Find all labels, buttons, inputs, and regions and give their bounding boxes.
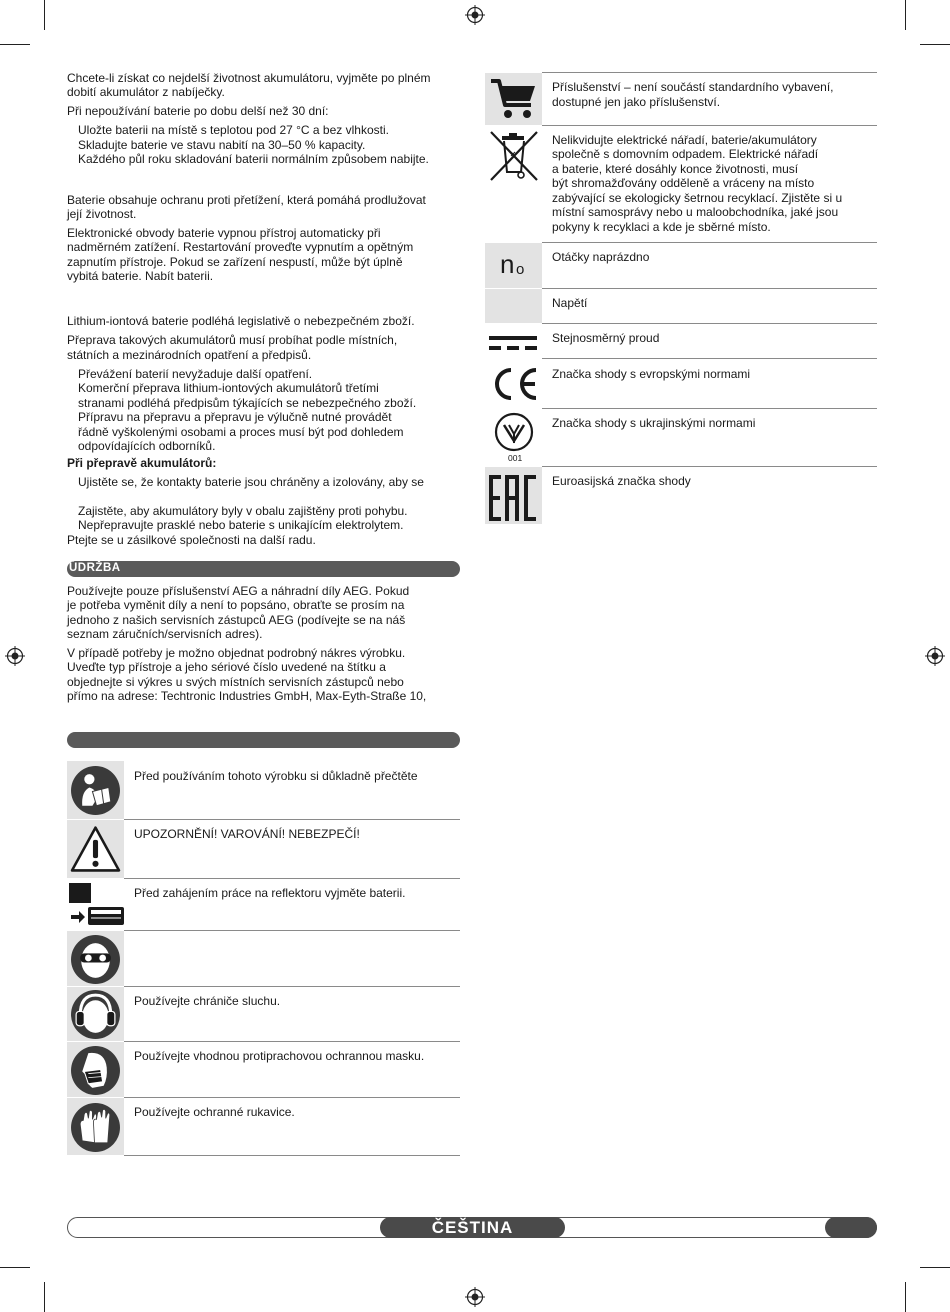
table-rule [124,1155,460,1156]
table-rule [542,242,877,243]
transport-item: řádně vyškolenými osobami a proces musí být pod dohledem [78,425,404,439]
maintenance-text: přímo na adrese: Techtronic Industries GmbH, Max-Eyth-Straße 10, [67,689,427,703]
symbol-cell [67,820,124,878]
ear-protection-icon [70,989,121,1040]
page-number-tab [825,1217,877,1238]
ukraine-text: Značka shody s ukrajinskými normami [552,416,756,430]
disposal-text: pokyny k recyklaci a kde je sběrné místo. [552,220,771,234]
maintenance-heading: ÚDRŽBA [69,562,121,574]
ce-text: Značka shody s evropskými normami [552,367,751,381]
ukraine-mark-code: 001 [508,453,523,463]
registration-mark-icon [465,1287,485,1307]
dc-text: Stejnosměrný proud [552,331,660,345]
table-rule [542,466,877,467]
language-tab [380,1217,565,1238]
storage-intro-text: Při nepoužívání baterie po dobu delší než 30 dní: [67,104,329,118]
symbol-cell [67,931,124,986]
electronics-text: vybitá baterie. Nabít baterii. [67,269,214,283]
maintenance-text: Uveďte typ přístroje a jeho sériové číslo uvedené na štítku a [67,660,386,674]
ce-mark-icon [489,367,539,401]
no-load-speed-subscript: o [516,261,525,278]
crop-mark [0,44,30,45]
symbol-cell [485,243,542,288]
table-rule [542,358,877,359]
symbols-section-bar [67,732,460,748]
symbol-cell [485,73,542,125]
symbol-cell [67,987,124,1041]
safety-goggles-icon [70,934,121,985]
warning-triangle-icon [70,825,121,873]
dust-mask-icon [70,1045,121,1096]
gloves-icon [70,1102,121,1153]
disposal-text: místní samosprávy nebo u maloobchodníka, jaké jsou [552,205,839,219]
overload-text: Baterie obsahuje ochranu proti přetížení, která pomáhá prodlužovat [67,193,426,207]
table-rule [542,125,877,126]
symbol-cell [67,1098,124,1155]
maintenance-text: seznam záručních/servisních adres). [67,627,263,641]
direct-current-icon [489,334,537,352]
maintenance-text: Používejte pouze příslušenství AEG a náhradní díly AEG. Pokud [67,584,410,598]
registration-mark-icon [465,5,485,25]
eac-text: Euroasijská značka shody [552,474,691,488]
table-rule [542,408,877,409]
no-load-speed-symbol: n [500,249,515,279]
maintenance-text: V případě potřeby je možno objednat podrobný nákres výrobku. [67,646,406,660]
voltage-text: Napětí [552,296,588,310]
registration-mark-icon [5,646,25,666]
symbol-cell [67,1042,124,1097]
maintenance-text: objednejte si výkres u svých místních servisních zástupců nebo [67,675,404,689]
transport-item: odpovídajících odborníků. [78,439,216,453]
symbol-cell [67,761,124,819]
symbol-description: UPOZORNĚNÍ! VAROVÁNÍ! NEBEZPEČÍ! [134,827,360,841]
maintenance-text: jednoho z našich servisních zástupců AEG (podívejte se na náš [67,613,406,627]
battery-life-text: Chcete-li získat co nejdelší životnost akumulátoru, vyjměte po plném [67,71,431,85]
accessory-text: Příslušenství – není součástí standardního vybavení, [552,80,834,94]
remove-battery-icon [69,883,125,927]
crop-mark [905,0,906,30]
electronics-text: nadměrném zatížení. Restartování proveďte vypnutím a opětným [67,240,414,254]
symbol-cell [485,467,542,524]
accessory-text: dostupné jen jako příslušenství. [552,95,721,109]
crossed-bin-icon [487,128,541,184]
transport-item: stranami podléhá předpisům týkajících se nebezpečného zboží. [78,396,417,410]
transport-item: Nepřepravujte prasklé nebo baterie s unikajícím elektrolytem. [78,518,404,532]
transport-text: státních a mezinárodních opatření a předpisů. [67,348,312,362]
symbol-description: Před zahájením práce na reflektoru vyjměte baterii. [134,886,406,900]
disposal-text: a baterie, které dosáhly konce životnosti, musí [552,162,799,176]
crop-mark [905,1282,906,1312]
transport-item: Ujistěte se, že kontakty baterie jsou chráněny a izolovány, aby se [78,475,424,489]
no-load-text: Otáčky naprázdno [552,250,650,264]
registration-mark-icon [925,646,945,666]
maintenance-section-bar [67,561,460,577]
transport-item: Zajistěte, aby akumulátory byly v obalu zajištěny proti pohybu. [78,504,408,518]
table-rule [124,819,460,820]
electronics-text: zapnutím přístroje. Pokud se zařízení nespustí, může být úplně [67,255,403,269]
storage-item: Skladujte baterie ve stavu nabití na 30–50 % kapacity. [78,138,366,152]
crop-mark [44,0,45,30]
table-rule [124,878,460,879]
overload-text: její životnost. [67,207,137,221]
crop-mark [0,1267,30,1268]
shopping-cart-icon [489,77,537,121]
symbol-description: Používejte vhodnou protiprachovou ochrannou masku. [134,1049,425,1063]
table-rule [124,930,460,931]
symbol-description: Používejte chrániče sluchu. [134,994,281,1008]
battery-life-text: dobití akumulátor z nabíječky. [67,85,225,99]
table-rule [124,986,460,987]
table-rule [542,323,877,324]
crop-mark [920,1267,950,1268]
disposal-text: zabývající se ekologicky šetrnou recyklací. Zjistěte si u [552,191,843,205]
disposal-text: být shromažďovány odděleně a vráceny na místo [552,176,815,190]
symbol-cell [485,289,542,323]
maintenance-text: je potřeba vyměnit díly a není to popsáno, obraťte se prosím na [67,598,405,612]
storage-item: Každého půl roku skladování baterii normálním způsobem nabijte. [78,152,429,166]
table-rule [124,1041,460,1042]
electronics-text: Elektronické obvody baterie vypnou přístroj automaticky při [67,226,381,240]
read-manual-icon [70,765,121,816]
crop-mark [44,1282,45,1312]
transport-item: Přípravu na přepravu a přepravu je výlučně nutné provádět [78,410,392,424]
symbol-cell [485,359,542,408]
symbol-cell [67,879,124,930]
ukraine-conformity-icon [493,411,535,453]
symbol-cell [485,324,542,358]
eac-mark-icon [489,475,537,521]
table-rule [542,288,877,289]
table-rule [124,1097,460,1098]
disposal-text: Nelikvidujte elektrické nářadí, baterie/akumulátory [552,133,817,147]
transport-heading: Při přepravě akumulátorů: [67,456,217,470]
transport-item: Komerční přeprava lithium-iontových akumulátorů třetími [78,381,379,395]
symbol-description: Před používáním tohoto výrobku si důkladně přečtěte [134,769,418,783]
disposal-text: společně s domovním odpadem. Elektrické nářadí [552,147,819,161]
symbol-description: Používejte ochranné rukavice. [134,1105,295,1119]
transport-text: Ptejte se u zásilkové společnosti na další radu. [67,533,316,547]
symbol-cell [485,409,542,466]
table-rule [542,72,877,73]
crop-mark [920,44,950,45]
symbol-cell [485,126,542,242]
language-label: ČEŠTINA [431,1218,514,1237]
storage-item: Uložte baterii na místě s teplotou pod 27 °C a bez vlhkosti. [78,123,389,137]
transport-text: Přeprava takových akumulátorů musí probíhat podle místních, [67,333,398,347]
transport-item: Převážení baterií nevyžaduje další opatření. [78,367,313,381]
transport-text: Lithium-iontová baterie podléhá legislativě o nebezpečném zboží. [67,314,415,328]
